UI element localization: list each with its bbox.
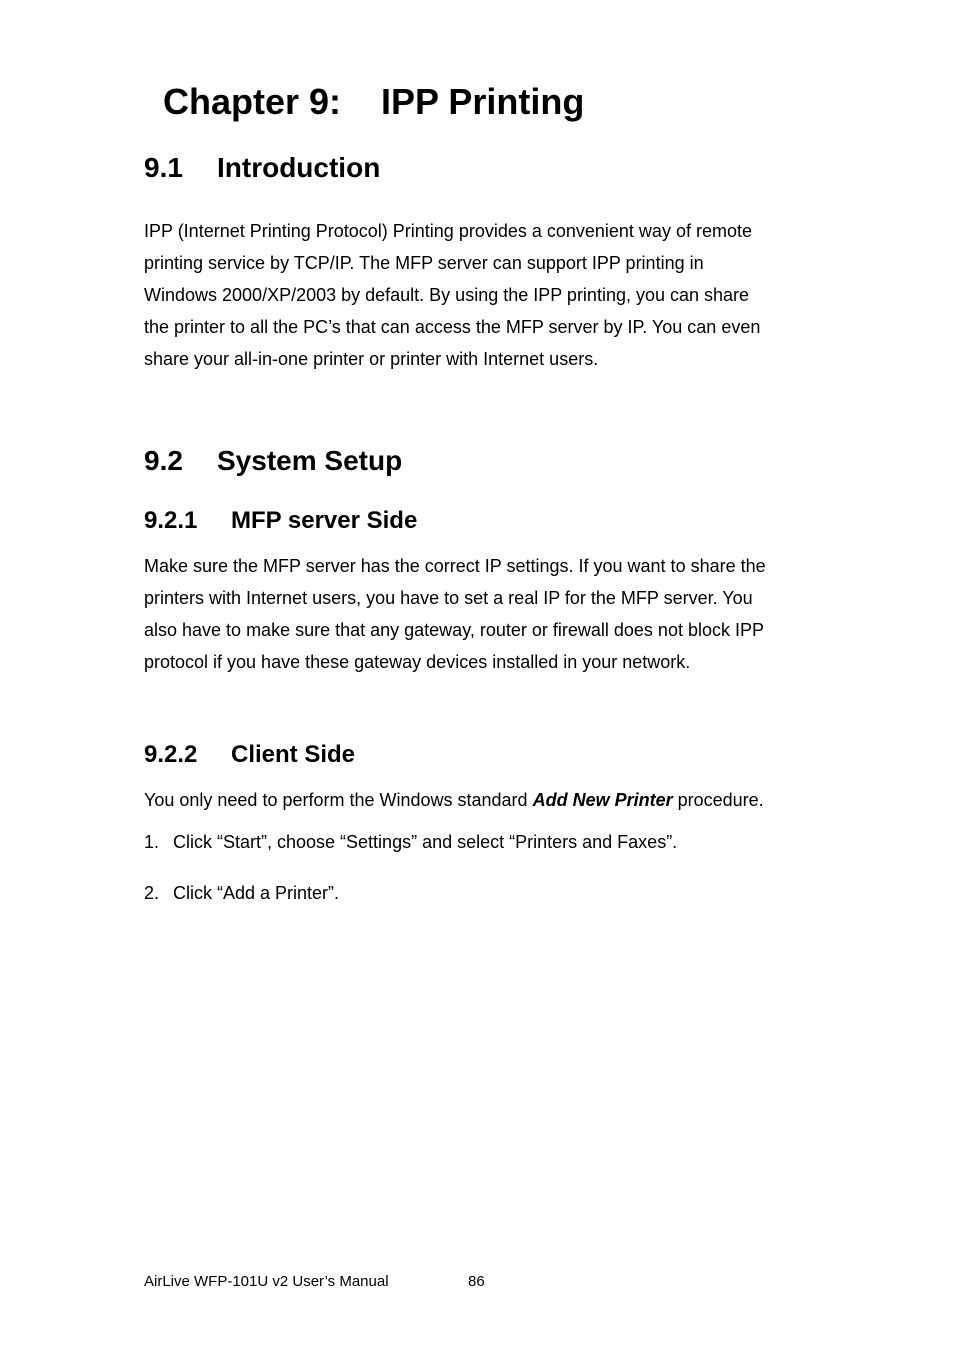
subsection-number: 9.2.2 [144,741,198,768]
paragraph-line: Windows 2000/XP/2003 by default. By using the IPP printing, you can share [144,285,750,305]
subsection-number: 9.2.1 [144,507,198,534]
paragraph-line: printers with Internet users, you have to set a real IP for the MFP server. You [144,588,753,608]
intro-text-before: You only need to perform the Windows standard [144,790,533,810]
section-heading-system-setup [144,443,402,479]
paragraph-line: Make sure the MFP server has the correct IP settings. If you want to share the [144,556,766,576]
list-text: Click “Start”, choose “Settings” and select “Printers and Faxes”. [173,832,678,852]
client-side-intro [144,784,824,816]
paragraph-line: also have to make sure that any gateway, router or firewall does not block IPP [144,620,764,640]
paragraph-line: share your all-in-one printer or printer with Internet users. [144,349,599,369]
list-marker: 1. [144,832,160,852]
section-number: 9.2 [144,445,183,476]
subsection-title: Client Side [231,741,356,768]
add-new-printer-emphasis: Add New Printer [532,790,673,810]
paragraph-line: protocol if you have these gateway devices installed in your network. [144,652,691,672]
chapter-number: Chapter 9: [163,81,342,122]
subsection-heading-mfp-server-side [144,505,417,537]
paragraph-line: the printer to all the PC’s that can access the MFP server by IP. You can even [144,317,761,337]
subsection-title: MFP server Side [231,507,418,534]
list-item-step-1 [144,830,677,854]
section-title: System Setup [217,445,403,476]
section-title: Introduction [217,152,381,183]
section-number: 9.1 [144,152,183,183]
introduction-paragraph [144,215,824,375]
subsection-heading-client-side [144,739,355,771]
section-heading-introduction [144,150,380,186]
intro-line [144,784,824,816]
chapter-name: IPP Printing [381,81,585,122]
chapter-title [163,78,584,126]
paragraph-line: IPP (Internet Printing Protocol) Printing provides a convenient way of remote [144,221,752,241]
paragraph-line: printing service by TCP/IP. The MFP server can support IPP printing in [144,253,704,273]
list-text: Click “Add a Printer”. [173,883,340,903]
list-marker: 2. [144,883,160,903]
intro-text-after: procedure. [672,790,764,810]
list-item-step-2 [144,881,339,905]
footer-page-number: 86 [468,1273,485,1290]
mfp-server-side-paragraph [144,550,824,678]
footer-manual-title: AirLive WFP-101U v2 User’s Manual [144,1273,389,1290]
